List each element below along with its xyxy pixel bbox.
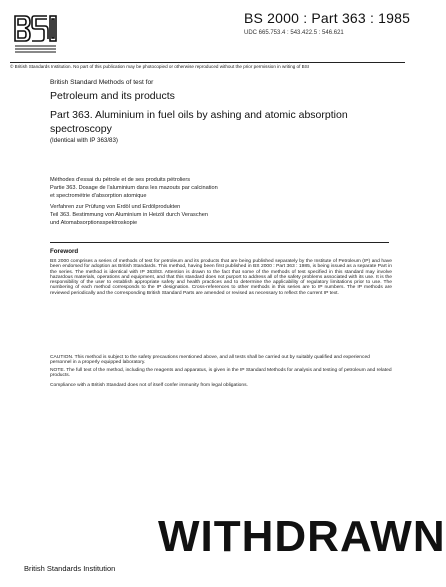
french-title-line: Méthodes d'essai du pétrole et de ses produits pétroliers: [50, 177, 191, 183]
caution-text: CAUTION. This method is subject to the safety precautions mentioned above, and all tests shall be carried out by suitably qualified and experienced personnel in a properly equipped laboratory.: [50, 355, 370, 366]
foreword-body: BS 2000 comprises a series of methods of test for petroleum and its products that are being published separately by the Institute of Petroleum (IP) and have been endorsed for adoption as British Standards. This method, having been first published in BS 2000 : Part 363 : 1985, is being issued as a separate Part in the series. The method is identical with IP 363/83. Attention is drawn to the fact that some of the methods of test specified in this standard may involve hazardous materials, operations and equipment, and that this standard does not purport to address all of the safety problems associated with its use. It is the responsibility of the user to establish appropriate safety and health practices and to determine the applicability of regulatory limitations prior to use. The numbering of each method corresponds to the IP designation. Cross-references to other methods in this series are to IP numbers. The IP methods are reviewed periodically and the corresponding British Standard Parts are amended or revised as necessary to reflect the current IP text.: [50, 259, 392, 296]
french-title-line: Partie 363. Dosage de l'aluminium dans les mazouts par calcination: [50, 185, 218, 191]
foreword-heading: Foreword: [50, 248, 79, 255]
french-title: [50, 176, 300, 200]
compliance-text: Compliance with a British Standard does not of itself confer immunity from legal obligations.: [50, 383, 248, 388]
german-title: [50, 203, 300, 227]
top-rule: [10, 62, 405, 63]
publisher-name: British Standards Institution: [24, 564, 116, 573]
standard-number: BS 2000 : Part 363 : 1985: [244, 10, 411, 26]
german-title-line: und Atomabsorptionsspektroskopie: [50, 220, 138, 226]
identical-note: (Identical with IP 363/83): [50, 137, 118, 144]
main-title: Petroleum and its products: [50, 90, 175, 102]
note-text: NOTE. The full text of the method, including the reagents and apparatus, is given in the IP Standard Methods for analysis and testing of petroleum and related products.: [50, 368, 392, 379]
german-title-line: Teil 363. Bestimmung von Aluminium in Heizöl durch Veraschen: [50, 212, 208, 218]
german-title-line: Verfahren zur Prüfung von Erdöl und Erdölprodukten: [50, 204, 181, 210]
withdrawn-stamp: WITHDRAWN: [158, 512, 446, 561]
bsi-logo: [12, 12, 60, 58]
french-title-line: et spectrométrie d'absorption atomique: [50, 193, 147, 199]
series-title: British Standard Methods of test for: [50, 79, 154, 86]
copyright-notice: © British Standards Institution. No part of this publication may be photocopied or otherwise reproduced without the prior permission in writing of BSI: [10, 64, 310, 69]
section-rule: [50, 242, 389, 243]
udc-code: UDC 665.753.4 : 543.422.5 : 546.621: [244, 30, 344, 36]
part-title: Part 363. Aluminium in fuel oils by ashing and atomic absorption spectroscopy: [50, 109, 348, 135]
